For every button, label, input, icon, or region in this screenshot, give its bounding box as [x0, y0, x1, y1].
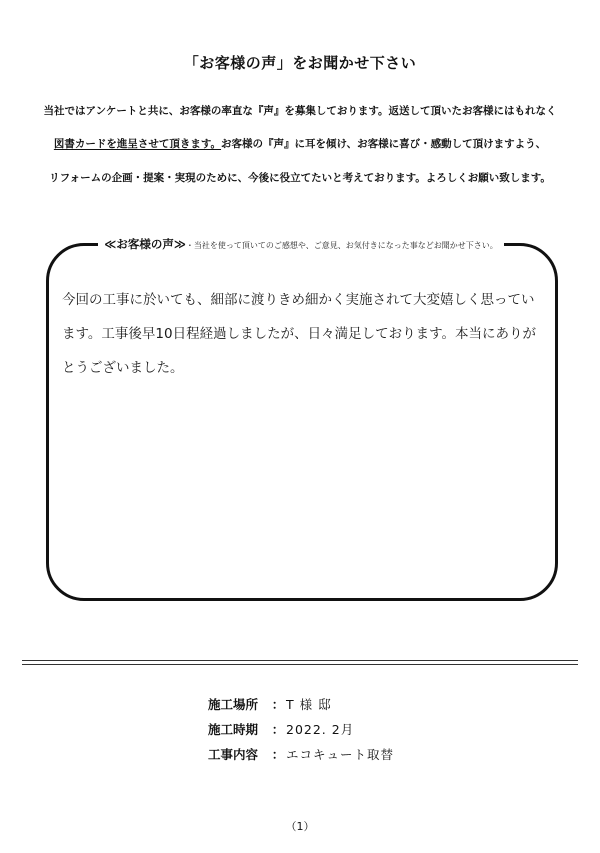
- info-location: [208, 695, 332, 713]
- period-label: 施工時期: [208, 722, 259, 737]
- location-separator: ：: [271, 697, 285, 712]
- intro-line-2: [0, 136, 600, 151]
- work-label: 工事内容: [208, 747, 259, 762]
- divider-line-top: [22, 660, 578, 661]
- location-label: 施工場所: [208, 697, 259, 712]
- period-value: 2022. 2月: [286, 722, 355, 737]
- voice-box-note: ・当社を使って頂いてのご感想や、ご意見、お気付きになった事などお聞かせ下さい。: [185, 241, 498, 250]
- page-title: 「お客様の声」をお聞かせ下さい: [183, 54, 417, 72]
- page-number: （1）: [285, 820, 315, 833]
- period-separator: ：: [271, 722, 285, 737]
- voice-box-header: [60, 233, 542, 252]
- work-value: エコキュート取替: [286, 747, 395, 762]
- intro-line-1: 当社ではアンケートと共に、お客様の率直な『声』を募集しております。返送して頂いたお客様にはもれなく: [43, 105, 557, 117]
- divider-line-bottom: [22, 664, 578, 665]
- location-value: T 様 邸: [286, 697, 332, 712]
- info-work: [208, 745, 394, 763]
- customer-comment: 今回の工事に於いても、細部に渡りきめ細かく実施されて大変嬉しく思っています。工事後早10日程経過しましたが、日々満足しております。本当にありがとうございました。: [62, 292, 537, 376]
- work-separator: ：: [271, 747, 285, 762]
- voice-box-label: ≪お客様の声≫: [104, 237, 186, 251]
- info-period: [208, 720, 354, 738]
- gift-card-notice: 図書カードを進呈させて頂きます。: [53, 138, 222, 150]
- intro-line-3: リフォームの企画・提案・実現のために、今後に役立てたいと考えております。よろしくお願い致します。: [49, 172, 551, 184]
- intro-line-2-rest: お客様の『声』に耳を傾け、お客様に喜び・感動して頂けますよう、: [221, 138, 547, 150]
